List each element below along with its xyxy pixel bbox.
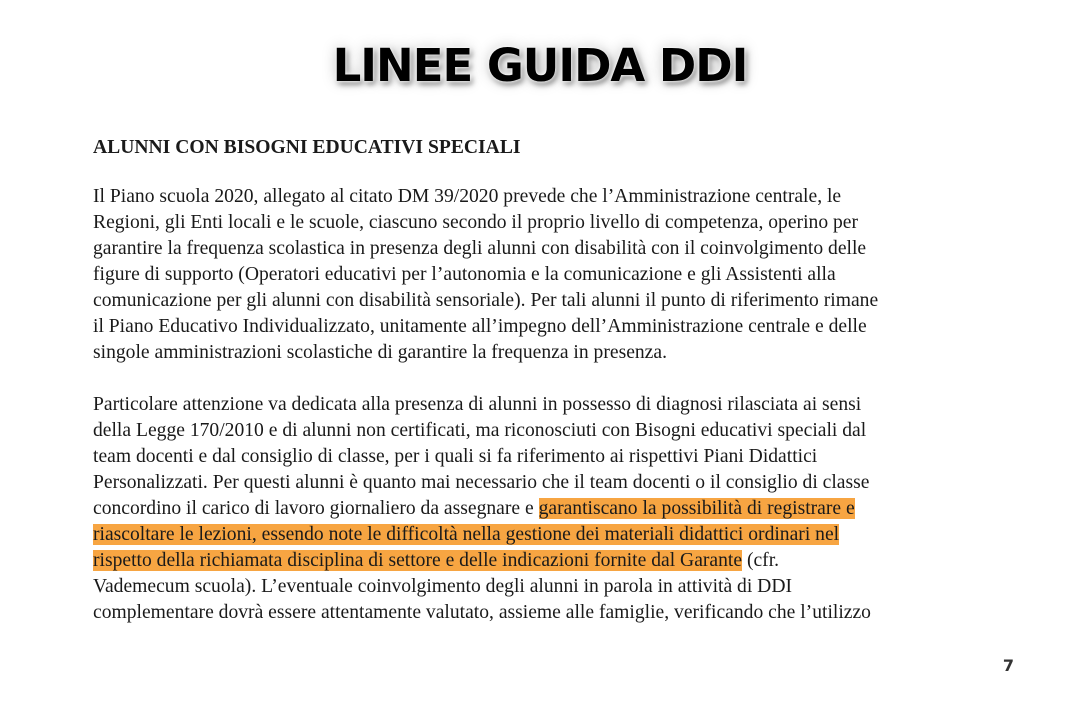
text-line: Il Piano scuola 2020, allegato al citato DM 39/2020 prevede che l’Amministrazione centrale, le: [93, 186, 842, 207]
highlighted-text: rispetto della richiamata disciplina di settore e delle indicazioni fornite dal Garante: [93, 550, 743, 571]
text-line: comunicazione per gli alunni con disabilità sensoriale). Per tali alunni il punto di riferimento rimane: [93, 290, 879, 311]
text-line-highlighted: [93, 522, 1013, 548]
plain-text: (cfr.: [742, 550, 780, 571]
text-line: complementare dovrà essere attentamente valutato, assieme alle famiglie, verificando che l’utilizzo: [93, 602, 871, 623]
highlighted-text: riascoltare le lezioni, essendo note le difficoltà nella gestione dei materiali didattici ordinari nel: [93, 524, 840, 545]
page-number: 7: [1002, 656, 1014, 675]
text-line: Particolare attenzione va dedicata alla presenza di alunni in possesso di diagnosi rilasciata ai sensi: [93, 394, 862, 415]
text-line: figure di supporto (Operatori educativi per l’autonomia e la comunicazione e gli Assistenti alla: [93, 264, 836, 285]
document-body: [93, 132, 1013, 652]
banner-title: LINEE GUIDA DDI: [332, 39, 748, 92]
text-line: team docenti e dal consiglio di classe, per i quali si fa riferimento ai rispettivi Piani Didattici: [93, 446, 818, 467]
plain-text: concordino il carico di lavoro giornaliero da assegnare e: [93, 498, 539, 519]
text-line-mixed: [93, 496, 1013, 522]
text-line: garantire la frequenza scolastica in presenza degli alunni con disabilità con il coinvolgimento delle: [93, 238, 867, 259]
paragraph-1: [93, 184, 1013, 366]
paragraph-2: [93, 392, 1013, 626]
text-line: Vademecum scuola). L’eventuale coinvolgimento degli alunni in parola in attività di DDI: [93, 576, 793, 597]
text-line: della Legge 170/2010 e di alunni non certificati, ma riconosciuti con Bisogni educativi speciali dal: [93, 420, 867, 441]
highlighted-text: garantiscano la possibilità di registrare e: [538, 498, 855, 519]
text-line: il Piano Educativo Individualizzato, unitamente all’impegno dell’Amministrazione centrale e delle: [93, 316, 867, 337]
text-line: Regioni, gli Enti locali e le scuole, ciascuno secondo il proprio livello di competenza, operino per: [93, 212, 859, 233]
text-line: singole amministrazioni scolastiche di garantire la frequenza in presenza.: [93, 342, 667, 363]
section-heading: ALUNNI CON BISOGNI EDUCATIVI SPECIALI: [93, 137, 521, 158]
text-line: Personalizzati. Per questi alunni è quanto mai necessario che il team docenti o il consiglio di classe: [93, 472, 870, 493]
text-line-mixed: [93, 548, 1013, 574]
